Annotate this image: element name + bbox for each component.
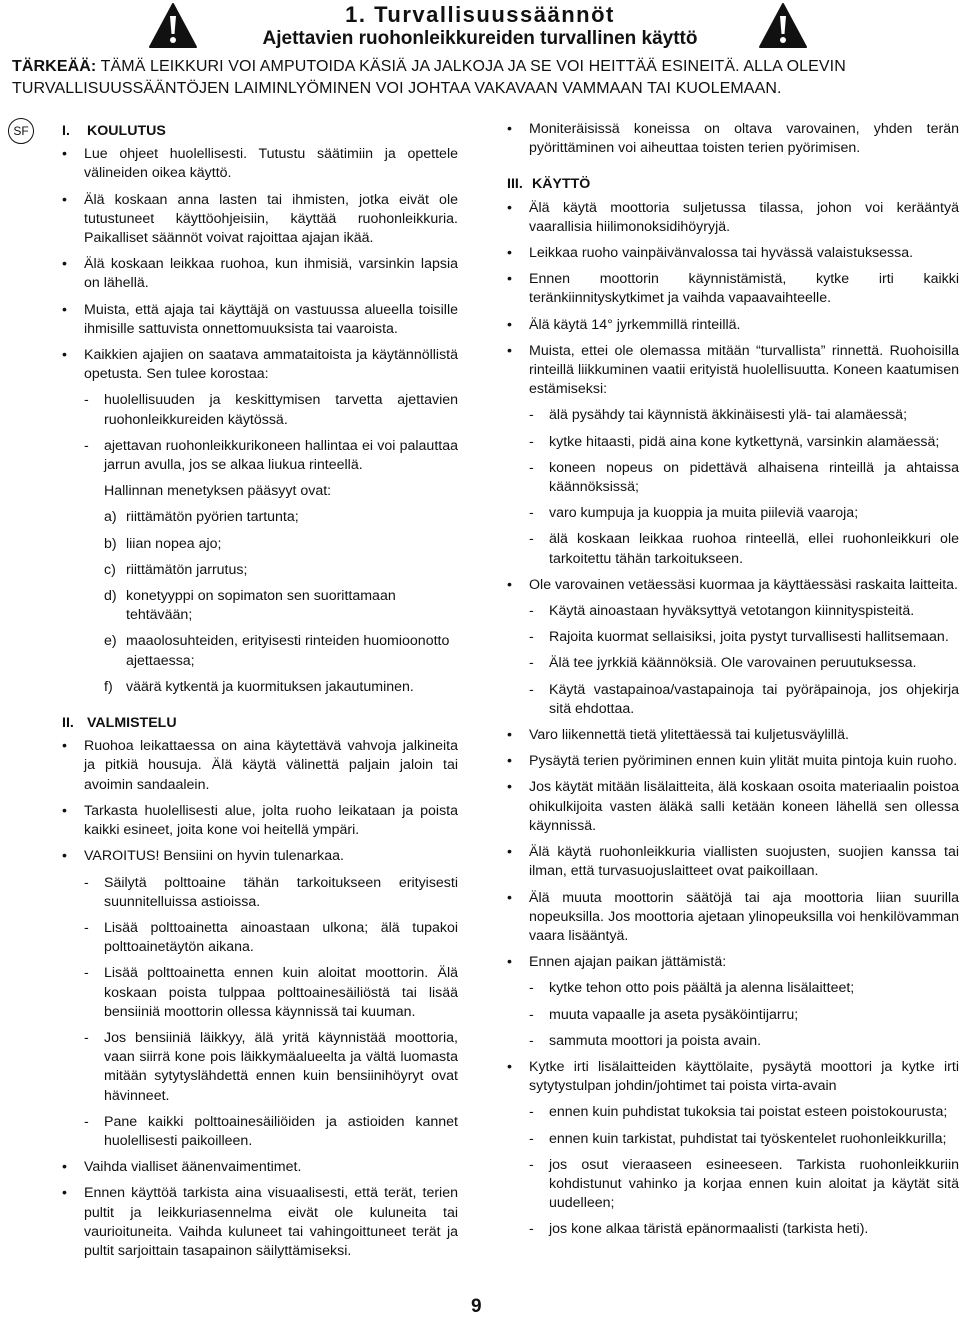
list-item: • VAROITUS! Bensiini on hyvin tulenarkaa. xyxy=(62,847,458,866)
left-column xyxy=(62,120,458,1268)
list-item: • Lue ohjeet huolellisesti. Tutustu säätimiin ja opettele välineiden oikea käyttö. xyxy=(62,145,458,183)
list-item: • Jos käytät mitään lisälaitteita, älä koskaan osoita materiaalin poistoa ohikulkijoita vasten äläkä salli ketään koneen lähellä sen ollessa käynnissä. xyxy=(507,778,959,836)
list-item: • Älä käytä moottoria suljetussa tilassa, johon voi kerääntyä vaarallisia hiilimonoksidihöyryjä. xyxy=(507,199,959,237)
warning-triangle-icon xyxy=(758,2,808,50)
dash-item: - kytke hitaasti, pidä aina kone kytkettynä, varsinkin alamäessä; xyxy=(507,433,959,452)
list-item: • Kytke irti lisälaitteiden käyttölaite, pysäytä moottori ja kytke irti sytytystulpan johdin/johtimet tai poista virta-avain xyxy=(507,1058,959,1096)
dash-item: - ajettavan ruohonleikkurikoneen hallintaa ei voi palauttaa jarrun avulla, jos se alkaa liukua rinteellä. xyxy=(62,437,458,475)
dash-item: - Käytä ainoastaan hyväksyttyä vetotangon kiinnityspisteitä. xyxy=(507,602,959,621)
list-item: • Ruohoa leikattaessa on aina käytettävä vahvoja jalkineita ja pitkiä housuja. Älä käytä välinettä paljain jaloin tai avoimin sandaalein. xyxy=(62,737,458,795)
list-item: • Älä muuta moottorin säätöjä tai aja moottoria liian suurilla nopeuksilla. Jos moottoria ajetaan ylinopeuksilla voi henkilövamman vaara lisääntyä. xyxy=(507,889,959,947)
dash-item: - Jos bensiiniä läikkyy, älä yritä käynnistää moottoria, vaan siirrä kone pois läikkymäalueelta ja vältä luomasta mitään sytytyslähdettä ennen kuin bensiinihöyryt ovat hävinneet. xyxy=(62,1029,458,1106)
causes-intro: Hallinnan menetyksen pääsyyt ovat: xyxy=(104,483,332,500)
list-item: • Älä käytä ruohonleikkuria viallisten suojusten, suojien kanssa tai ilman, että turvasuojuslaitteet ovat paikoillaan. xyxy=(507,843,959,881)
important-lead: TÄRKEÄÄ: xyxy=(12,58,97,75)
cause-item: c) riittämätön jarrutus; xyxy=(104,561,248,578)
list-item: • Muista, ettei ole olemassa mitään “turvallista” rinnettä. Ruohoisilla rinteillä liikkuminen vaatii erityistä huolellisuutta. Koneen kaatumisen estämiseksi: xyxy=(507,342,959,400)
list-item: • Moniteräisissä koneissa on oltava varovainen, yhden terän pyörittäminen voi aiheuttaa toisten terien pyörimisen. xyxy=(507,120,959,158)
dash-item: - muuta vapaalle ja aseta pysäköintijarru; xyxy=(507,1006,959,1025)
list-item: • Varo liikennettä tietä ylitettäessä tai kuljetusväylillä. xyxy=(507,726,959,745)
list-item: • Vaihda vialliset äänenvaimentimet. xyxy=(62,1158,458,1177)
dash-item: - Rajoita kuormat sellaisiksi, joita pystyt turvallisesti hallitsemaan. xyxy=(507,628,959,647)
list-item: • Leikkaa ruoho vainpäivänvalossa tai hyvässä valaistuksessa. xyxy=(507,244,959,263)
title-block xyxy=(230,2,730,50)
warning-triangle-icon xyxy=(148,2,198,50)
dash-item: - Älä tee jyrkkiä käännöksiä. Ole varovainen peruutuksessa. xyxy=(507,654,959,673)
list-item: • Älä koskaan anna lasten tai ihmisten, jotka eivät ole tutustuneet käyttöohjeisiin, käyttää ruohonleikkuria. Paikalliset säännöt voivat rajoittaa ajajan ikää. xyxy=(62,191,458,249)
cause-item: b) liian nopea ajo; xyxy=(104,535,222,552)
dash-item: - Lisää polttoainetta ainoastaan ulkona; älä tupakoi polttoainetäytön aikana. xyxy=(62,919,458,957)
dash-item: - Käytä vastapainoa/vastapainoja tai pyöräpainoja, jos ohjekirja sitä ehdottaa. xyxy=(507,681,959,719)
dash-item: - varo kumpuja ja kuoppia ja muita piileviä vaaroja; xyxy=(507,504,959,523)
dash-item: - Pane kaikki polttoainesäiliöiden ja astioiden kannet huolellisesti paikoilleen. xyxy=(62,1113,458,1151)
list-item: • Ennen moottorin käynnistämistä, kytke irti kaikki teränkiinnityskytkimet ja vaihda vapaavaihteelle. xyxy=(507,270,959,308)
dash-item: - ennen kuin tarkistat, puhdistat tai työskentelet ruohonleikkurilla; xyxy=(507,1130,959,1149)
page-subtitle: Ajettavien ruohonleikkureiden turvallinen käyttö xyxy=(262,28,698,49)
dash-item: - jos kone alkaa täristä epänormaalisti (tarkista heti). xyxy=(507,1220,959,1239)
page-number: 9 xyxy=(471,1296,482,1317)
dash-item: - huolellisuuden ja keskittymisen tarvetta ajettavien ruohonleikkureiden käytössä. xyxy=(62,391,458,429)
page-header xyxy=(0,0,960,60)
list-item: • Pysäytä terien pyöriminen ennen kuin ylität muita pintoja kuin ruoho. xyxy=(507,752,959,771)
dash-item: - sammuta moottori ja poista avain. xyxy=(507,1032,959,1051)
right-column xyxy=(507,120,959,1247)
list-item: • Ennen ajajan paikan jättämistä: xyxy=(507,953,959,972)
important-warning xyxy=(12,56,952,100)
list-item: • Muista, että ajaja tai käyttäjä on vastuussa alueella toisille ihmisille sattuvista onnettomuuksista tai vaaroista. xyxy=(62,301,458,339)
section-heading-preparation: II. VALMISTELU xyxy=(62,715,177,732)
dash-item: - älä pysähdy tai käynnistä äkkinäisesti ylä- tai alamäessä; xyxy=(507,406,959,425)
dash-item: - koneen nopeus on pidettävä alhaisena rinteillä ja ahtaissa käännöksissä; xyxy=(507,459,959,497)
cause-item: f) väärä kytkentä ja kuormituksen jakautuminen. xyxy=(104,678,414,695)
section-heading-operation: III. KÄYTTÖ xyxy=(507,176,591,193)
list-item: • Ole varovainen vetäessäsi kuormaa ja käyttäessäsi raskaita laitteita. xyxy=(507,576,959,595)
list-item: • Kaikkien ajajien on saatava ammataitoista ja käytännöllistä opetusta. Sen tulee korostaa: xyxy=(62,346,458,384)
cause-item: e) maaolosuhteiden, erityisesti rinteiden huomioonotto ajettaessa; xyxy=(104,633,450,669)
dash-item: - älä koskaan leikkaa ruohoa rinteellä, ellei ruohonleikkuri ole tarkoitettu tähän tarkoitukseen. xyxy=(507,530,959,568)
page-title: 1. Turvallisuussäännöt xyxy=(345,2,615,27)
list-item: • Tarkasta huolellisesti alue, jolta ruoho leikataan ja poista kaikki esineet, joita kone voi heitellä ympäri. xyxy=(62,802,458,840)
dash-item: - ennen kuin puhdistat tukoksia tai poistat esteen poistokourusta; xyxy=(507,1103,959,1122)
cause-item: a) riittämätön pyörien tartunta; xyxy=(104,509,299,526)
list-item: • Älä koskaan leikkaa ruohoa, kun ihmisiä, varsinkin lapsia on lähellä. xyxy=(62,255,458,293)
dash-item: - jos osut vieraaseen esineeseen. Tarkista ruohonleikkuriin kohdistunut vahinko ja korjaa ennen kuin aloitat ja käytät sitä uudelleen; xyxy=(507,1156,959,1214)
cause-item: d) konetyyppi on sopimaton sen suorittamaan tehtävään; xyxy=(104,588,396,624)
important-text: TÄMÄ LEIKKURI VOI AMPUTOIDA KÄSIÄ JA JALKOJA JA SE VOI HEITTÄÄ ESINEITÄ. ALLA OLEVIN TURVALLISUUSSÄÄNTÖJEN LAIMINLYÖMINEN VOI JOHTAA VAKAVAAN VAMMAAN TAI KUOLEMAAN. xyxy=(12,58,846,97)
dash-item: - Säilytä polttoaine tähän tarkoitukseen erityisesti suunnitelluissa astioissa. xyxy=(62,874,458,912)
list-item: • Älä käytä 14° jyrkemmillä rinteillä. xyxy=(507,316,959,335)
language-badge: SF xyxy=(8,118,34,144)
dash-item: - kytke tehon otto pois päältä ja alenna lisälaitteet; xyxy=(507,979,959,998)
dash-item: - Lisää polttoainetta ennen kuin aloitat moottorin. Älä koskaan poista tulppaa polttoainesäiliöstä tai lisää bensiiniä moottorin ollessa käynnissä tai kuuman. xyxy=(62,964,458,1022)
section-heading-training: I. KOULUTUS xyxy=(62,123,166,139)
list-item: • Ennen käyttöä tarkista aina visuaalisesti, että terät, terien pultit ja leikkuriasennelma eivät ole kuluneita tai vaurioituneita. Vaihda kuluneet tai vahingoittuneet terät ja pultit sarjoittain tasapainon säilyttämiseksi. xyxy=(62,1184,458,1261)
